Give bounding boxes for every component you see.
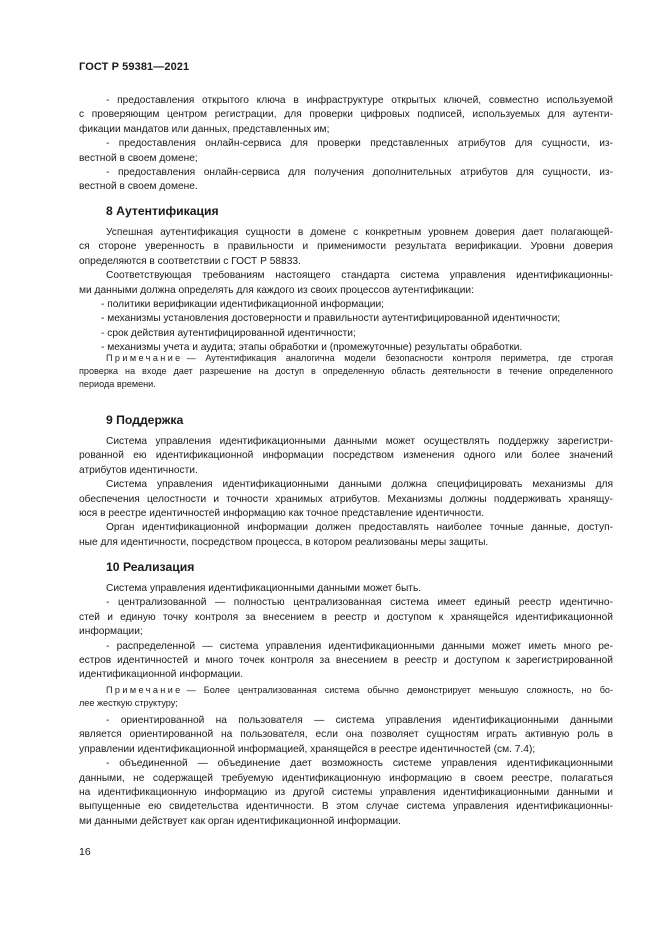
list-item: - механизмы установления достоверности и правильности аутентифицированной идентичности; <box>101 313 561 325</box>
list-item: - предоставления онлайн-сервиса для проверки представленных атрибутов для сущности, из- <box>106 138 613 150</box>
text-line: естров идентичностей и много точек контроля за внесением в реестр и доступом к зарегистрированной <box>79 655 613 667</box>
note-label: Примечание <box>106 353 183 363</box>
list-item: - механизмы учета и аудита; этапы обработки и (промежуточные) результаты обработки. <box>101 342 523 354</box>
paragraph-line: атрибутов идентичности. <box>79 464 198 476</box>
section-10-body <box>79 582 613 683</box>
section-10-note <box>79 684 613 710</box>
paragraph-line: Система управления идентификационными данными может быть. <box>106 583 422 594</box>
paragraph-line: ся стороне уверенность в правильности и применимости результата верификации. Уровни доверия <box>79 241 613 253</box>
text-line: идентификационной информации. <box>79 669 244 681</box>
text-line: вестной в своем домене. <box>79 181 198 193</box>
text-line: информации; <box>79 626 143 638</box>
list-item: - централизованной — полностью централизованная система имеет единый реестр идентично- <box>106 597 613 609</box>
note-label: Примечание <box>106 685 183 695</box>
section-8-body <box>79 226 613 356</box>
note-line: лее жесткую структуру; <box>79 697 178 708</box>
paragraph-line: Соответствующая требованиям настоящего стандарта система управления идентификационны- <box>106 270 613 282</box>
text-line: стей и единую точку контроля за внесением в реестр и доступом к хранящейся идентификационной <box>79 611 613 623</box>
intro-list <box>79 94 613 195</box>
paragraph-line: Орган идентификационной информации должен предоставлять наиболее точные данные, доступ- <box>106 522 613 534</box>
note-text: — Более централизованная система обычно демонстрирует меньшую сложность, но бо- <box>186 685 613 695</box>
note-line: периода времени. <box>79 378 156 389</box>
note-text: — Аутентификация аналогична модели безопасности контроля периметра, где строгая <box>186 353 613 363</box>
paragraph-line: ми данными должна определять для каждого из своих процессов аутентификации: <box>79 284 474 296</box>
paragraph-line: Система управления идентификационными данными может осуществлять поддержку зарегистри- <box>106 436 613 447</box>
note-line: проверка на входе дает разрешение на доступ в определенную область деятельности в течение определенного <box>79 365 613 376</box>
section-10-body-continued <box>79 714 613 829</box>
note-line <box>79 352 613 365</box>
section-heading-authentication: 8 Аутентификация <box>106 204 219 218</box>
section-9-body <box>79 435 613 550</box>
section-heading-implementation: 10 Реализация <box>106 560 195 574</box>
note-line <box>79 684 613 697</box>
paragraph-line: Система управления идентификационными данными должна специфицировать механизмы для <box>106 479 613 491</box>
text-line: вестной в своем домене; <box>79 152 198 164</box>
list-item: - объединенной — объединение дает возможность системе управления идентификационными <box>106 758 613 770</box>
text-line: выпущенные ею свидетельства идентичности. В этом случае система управления идентификационны- <box>79 801 613 813</box>
paragraph-line: ные для идентичности, посредством процесса, в котором реализованы меры защиты. <box>79 536 489 548</box>
list-item: - ориентированной на пользователя — система управления идентификационными данными <box>106 715 613 726</box>
section-heading-support: 9 Поддержка <box>106 413 184 427</box>
document-code-header: ГОСТ Р 59381—2021 <box>79 61 190 73</box>
list-item: - срок действия аутентифицированной идентичности; <box>101 327 356 339</box>
paragraph-line: определяются в соответствии с ГОСТ Р 58833. <box>79 255 301 267</box>
text-line: является ориентированной на пользователя, если она позволяет сущностям играть активную роль в <box>79 729 613 741</box>
list-item: - предоставления онлайн-сервиса для получения дополнительных атрибутов для сущности, из- <box>106 167 613 179</box>
section-8-note <box>79 352 613 390</box>
text-line: управлении идентификационной информацией, хранящейся в реестре идентичностей (см. 7.4); <box>79 743 536 755</box>
paragraph-line: обеспечения целостности и точности хранимых атрибутов. Механизмы должны поддерживать хранящу- <box>79 493 613 505</box>
paragraph-line: рованной ею идентификационной информации посредством изменения одного или более значений <box>79 450 613 462</box>
list-item: - политики верификации идентификационной информации; <box>101 299 385 311</box>
list-item: - распределенной — система управления идентификационными данными может иметь много ре- <box>106 640 613 652</box>
text-line: на идентификационную информацию из другой системы управления идентификационными данными и <box>79 787 613 799</box>
text-line: фикации мандатов или данных, представленных им; <box>79 123 330 135</box>
text-line: данными, не содержащей требуемую идентификационную информацию в своем реестре, полагаться <box>79 772 613 784</box>
paragraph-line: Успешная аутентификация сущности в домене с конкретным уровнем доверия дает полагающей- <box>106 227 613 238</box>
list-item: - предоставления открытого ключа в инфраструктуре открытых ключей, совместно используемой <box>106 95 613 106</box>
paragraph-line: юся в реестре идентичностей информацию как точное представление идентичности. <box>79 508 485 520</box>
page-number: 16 <box>79 846 91 858</box>
text-line: с проверяющим центром регистрации, для проверки цифровых подписей, используемых для аутенти- <box>79 109 613 121</box>
text-line: ми данными действует как орган идентификационной информации. <box>79 815 401 827</box>
